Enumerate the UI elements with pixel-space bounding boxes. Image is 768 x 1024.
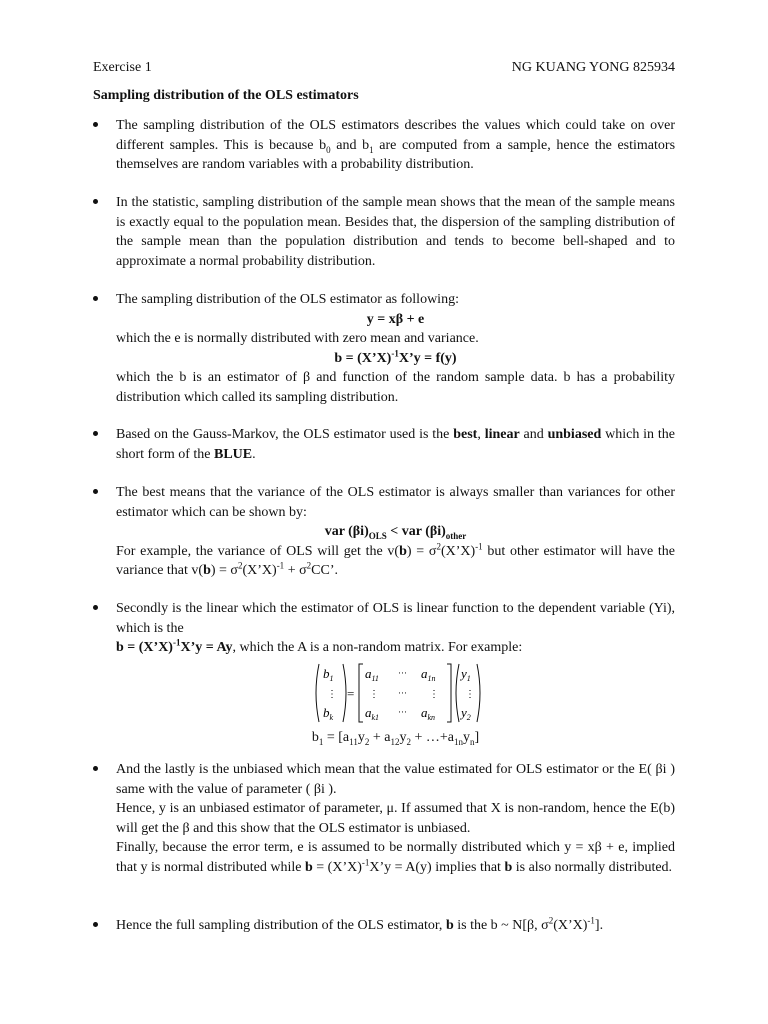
vector-y-top: $y_1$	[460, 665, 471, 683]
paragraph: which the e is normally distributed with zero mean and variance.	[116, 331, 479, 346]
vector-b-bottom: $b_k$	[322, 704, 333, 722]
paragraph: Hence the full sampling distribution of the OLS estimator, b is the b ~ N[β, $\sigma^2(X’X)^{-1}$].	[116, 915, 604, 933]
matrix-a1n: $a_{1n}$	[420, 665, 435, 683]
paragraph: Based on the Gauss-Markov, the OLS estimator used is the best, linear and unbiased which in the short form of the BLUE.	[116, 427, 675, 462]
paragraph: Finally, because the error term, e is assumed to be normally distributed which y = xβ + e, implied that y is normal distributed while b = (X’X)$^{-1}$X’y = A(y) implies that b is also normally distributed.	[116, 840, 675, 875]
paragraph: The best means that the variance of the OLS estimator is always smaller than variances for other estimator which can be shown by:	[116, 485, 675, 520]
hdots-mid: ···	[397, 687, 407, 698]
bullet-best	[93, 483, 675, 581]
vector-y-bottom: $y_2$	[460, 704, 471, 722]
hdots-bottom: ···	[397, 706, 407, 717]
vdots-b: ⋮	[326, 688, 337, 700]
paren-left-y	[456, 664, 459, 722]
bullet-gauss-markov	[93, 425, 675, 464]
equation-estimator: b = (X’X)$^{-1}$X’y = f(y)	[334, 347, 457, 366]
page-title: Sampling distribution of the OLS estimators	[93, 88, 359, 103]
exercise-label: Exercise 1	[93, 60, 152, 75]
paragraph: Secondly is the linear which the estimator of OLS is linear function to the dependent variable (Yi), which is the	[116, 601, 675, 636]
paragraph: which the b is an estimator of β and function of the random sample data. b has a probability distribution which called its sampling distribution.	[116, 370, 675, 405]
paren-right-y	[477, 664, 480, 722]
paren-left-b	[316, 664, 319, 722]
vdots-a-right: ⋮	[428, 688, 439, 700]
matrix-figure	[311, 660, 481, 726]
paren-right-b	[343, 664, 346, 722]
bracket-right-a	[447, 664, 451, 722]
hdots-top: ···	[397, 667, 407, 678]
equals-sign: =	[346, 685, 354, 701]
equation-variance: var $(\beta i)_{OLS}$ < var $(\beta i)_{other}$	[324, 524, 467, 541]
vdots-a-left: ⋮	[368, 688, 379, 700]
paragraph: And the lastly is the unbiased which mean that the value estimated for OLS estimator or the E( βi ) same with the value of parameter ( βi ).	[116, 762, 675, 797]
paragraph: Hence, y is an unbiased estimator of parameter, μ. If assumed that X is non-random, hence the E(b) will get the β and this show that the OLS estimator is unbiased.	[116, 801, 675, 836]
vector-b-top: $b_1$	[322, 665, 333, 683]
vdots-y: ⋮	[464, 688, 475, 700]
matrix-a11: $a_{11}$	[364, 665, 379, 683]
bullet-sample-mean	[93, 193, 675, 271]
page-header	[93, 60, 675, 80]
bullet-sampling-definition	[93, 116, 675, 175]
paragraph: The sampling distribution of the OLS estimators describes the values which could take on over different samples. This is because $b_0$ and $b_1$ are computed from a sample, hence the estimators themselves are random variables with a probability distribution.	[116, 118, 676, 172]
equation-model: y = xβ + e	[366, 311, 425, 327]
bullet-unbiased	[93, 760, 675, 877]
matrix-akn: $a_{kn}$	[420, 704, 435, 722]
equation-sum: $b_1 = [a_{11}y_2 + a_{12}y_2$ + $\dots+a_{1n}y_n$]	[311, 729, 480, 747]
paragraph: The sampling distribution of the OLS estimator as following:	[116, 292, 459, 307]
bullet-linear	[93, 599, 675, 747]
bullet-ols-distribution	[93, 290, 675, 407]
author-id: NG KUANG YONG 825934	[511, 60, 675, 75]
bullet-full-distribution	[93, 916, 675, 936]
bracket-left-a	[359, 664, 363, 722]
matrix-ak1: $a_{k1}$	[364, 704, 379, 722]
paragraph: b = (X’X)$^{-1}$X’y = Ay, which the A is a non-random matrix. For example:	[116, 637, 523, 655]
paragraph: For example, the variance of OLS will get the $v(b) = \sigma^2(X’X)^{-1}$ but other estimator will have the variance that $v(b) = \sigma^2(X’X)^{-1} + \sigma^2CC$’.	[116, 540, 676, 578]
matrix-equation	[116, 660, 675, 726]
paragraph: In the statistic, sampling distribution of the sample mean shows that the mean of the sample means is exactly equal to the population mean. Besides that, the dispersion of the sampling distribution of the sample mean than the population distribution and tends to become bell-shaped and to approximate a normal probability distribution.	[116, 195, 675, 269]
